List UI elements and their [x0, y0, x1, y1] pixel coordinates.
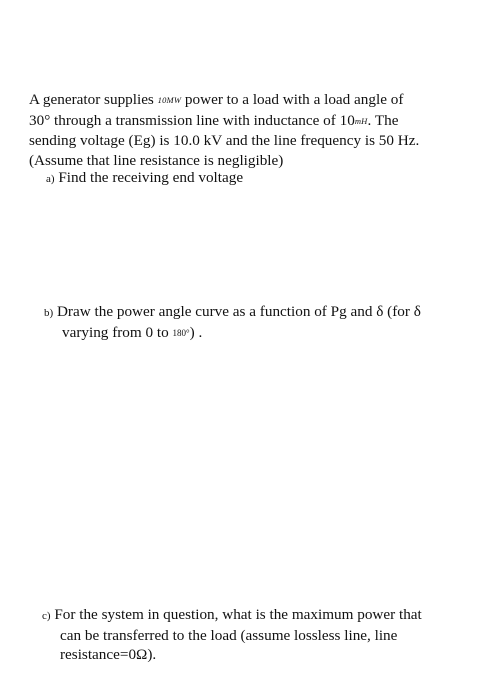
question-b [44, 302, 464, 343]
statement-line-4: (Assume that line resistance is negligible) [29, 151, 284, 169]
question-b-marker: b) [44, 307, 54, 319]
question-a-text: Find the receiving end voltage [58, 169, 244, 186]
statement-line-1 [29, 90, 461, 111]
power-rating: 10MW [157, 95, 182, 105]
angle-limit: 180 [172, 328, 187, 338]
question-b-text: varying from 0 to [62, 324, 173, 341]
degree-mark: ° [186, 328, 190, 338]
question-c-line-3: resistance=0Ω). [60, 646, 157, 663]
statement-text: A generator supplies [29, 91, 158, 108]
inductance-unit: mH [354, 115, 368, 126]
statement-text: power to a load with a load angle of [181, 91, 404, 108]
statement-line-2 [29, 111, 461, 132]
statement-text: . The [367, 111, 399, 129]
statement-line-3: sending voltage (Eg) is 10.0 kV and the line frequency is 50 Hz. [29, 132, 420, 149]
question-b-line-2 [44, 323, 464, 343]
problem-statement [29, 90, 461, 170]
question-c [42, 605, 462, 664]
statement-text: 30° through a transmission line with inductance of 10 [29, 111, 355, 129]
question-c-line-1: For the system in question, what is the maximum power that [54, 606, 422, 623]
question-c-marker: c) [42, 610, 51, 622]
question-b-text: ) . [189, 324, 203, 341]
question-b-line-1: Draw the power angle curve as a function of Pg and δ (for δ [56, 303, 421, 320]
question-a [46, 168, 446, 189]
question-a-marker: a) [46, 173, 55, 185]
question-c-line-2: can be transferred to the load (assume lossless line, line [60, 627, 398, 644]
